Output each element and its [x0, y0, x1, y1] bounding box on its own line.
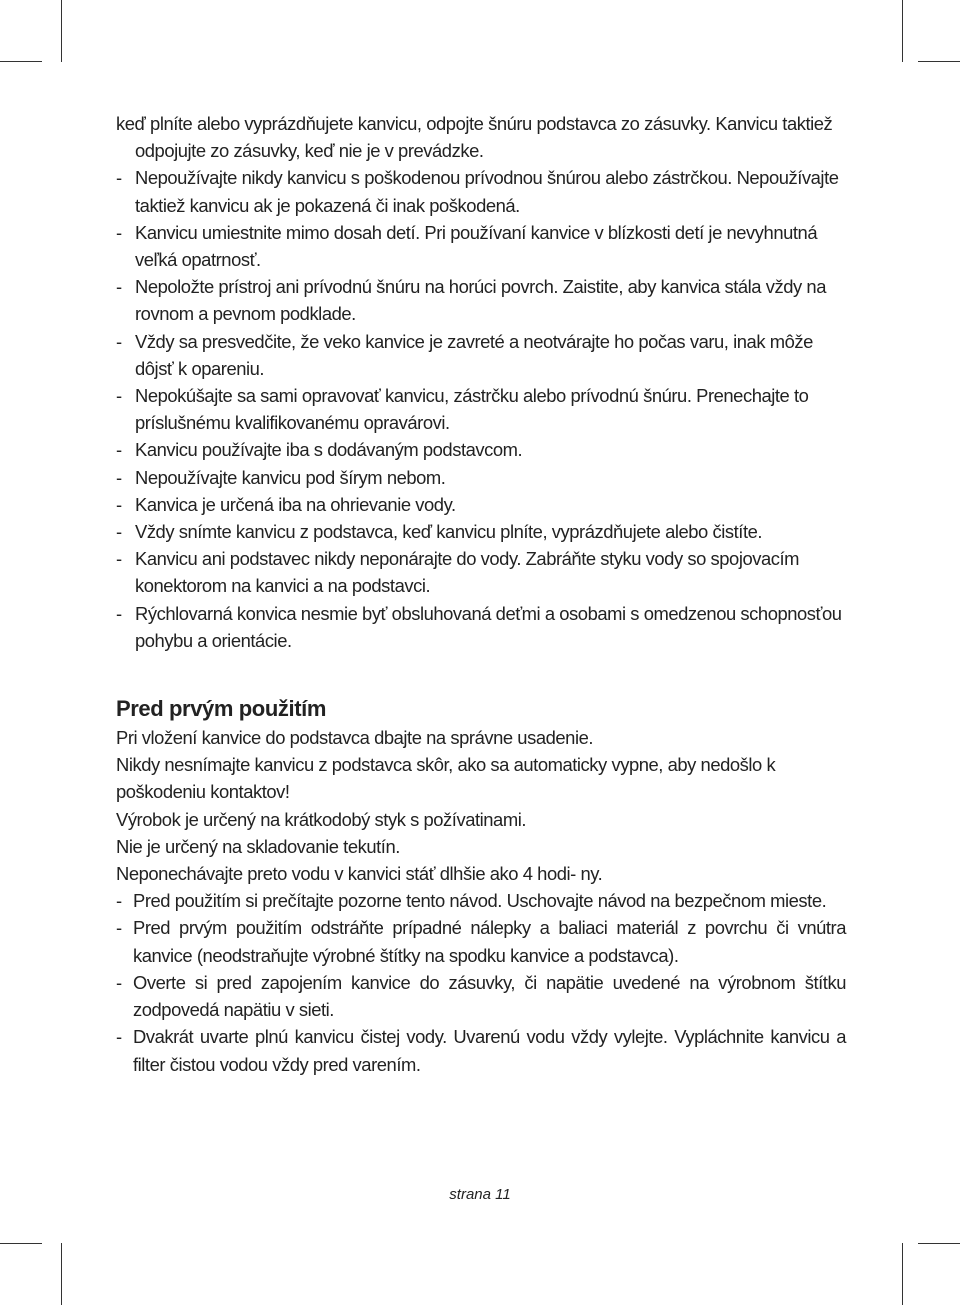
list-item: - Pred použitím si prečítajte pozorne tento návod. Uschovajte návod na bezpečnom mieste. — [116, 890, 827, 912]
list-item: - Dvakrát uvarte plnú kanvicu čistej vody. Uvarenú vodu vždy vylejte. Vypláchnite kanvicu a filter čistou vodou vždy pred varením. — [116, 1026, 846, 1075]
crop-mark-bottom-left-h — [0, 1243, 42, 1244]
crop-mark-bottom-right-h — [918, 1243, 960, 1244]
list-item: - Nepoužívajte kanvicu pod šírym nebom. — [116, 466, 446, 488]
section-paragraph: Nikdy nesnímajte kanvicu z podstavca skôr, ako sa automaticky vypne, aby nedošlo k poškodeniu kontaktov! — [116, 754, 776, 803]
list-item: - Overte si pred zapojením kanvice do zásuvky, či napätie uvedené na výrobnom štítku zodpovedá napätiu v sieti. — [116, 971, 846, 1021]
section-paragraph: Nie je určený na skladovanie tekutín. — [116, 835, 400, 857]
crop-mark-top-left-h — [0, 61, 42, 62]
crop-mark-bottom-right — [902, 1243, 903, 1305]
list-item: - Vždy snímte kanvicu z podstavca, keď kanvicu plníte, vyprázdňujete alebo čistíte. — [116, 521, 763, 543]
intro-paragraph — [116, 110, 846, 164]
safety-warnings-list — [116, 164, 846, 654]
intro-text: keď plníte alebo vyprázdňujete kanvicu, odpojte šnúru podstavca zo zásuvky. Kanvicu taktiež odpojujte zo zásuvky, keď nie je v prevádzke. — [116, 113, 833, 162]
crop-mark-top-right — [902, 0, 903, 62]
list-item: - Vždy sa presvedčite, že veko kanvice je zavreté a neotvárajte ho počas varu, inak môže dôjsť k opareniu. — [116, 330, 813, 379]
crop-mark-bottom-left — [61, 1243, 62, 1305]
list-item: - Pred prvým použitím odstráňte prípadné nálepky a baliaci materiál z povrchu či vnútra kanvice (neodstraňujte výrobné štítky na spodku kanvice a podstavca). — [116, 917, 846, 966]
list-item: - Nepoužívajte nikdy kanvicu s poškodenou prívodnou šnúrou alebo zástrčkou. Nepoužívajte taktiež kanvicu ak je pokazená či inak poškodená. — [116, 167, 839, 216]
list-item: - Kanvica je určená iba na ohrievanie vody. — [116, 493, 456, 515]
section-paragraph: Pri vložení kanvice do podstavca dbajte na správne usadenie. — [116, 727, 594, 749]
list-item: - Nepokúšajte sa sami opravovať kanvicu, zástrčku alebo prívodnú šnúru. Prenechajte to príslušnému kvalifikovanému opravárovi. — [116, 385, 809, 434]
crop-mark-top-right-h — [918, 61, 960, 62]
list-item: - Kanvicu umiestnite mimo dosah detí. Pri používaní kanvice v blízkosti detí je nevyhnutná veľká opatrnosť. — [116, 221, 818, 271]
list-item: - Rýchlovarná konvica nesmie byť obsluhovaná deťmi a osobami s omedzenou schopnosťou pohybu a orientácie. — [116, 602, 842, 651]
page-content — [116, 110, 846, 1078]
section-heading: Pred prvým použitím — [116, 696, 326, 722]
first-use-steps-list — [116, 887, 846, 1077]
list-item: - Nepoložte prístroj ani prívodnú šnúru na horúci povrch. Zaistite, aby kanvica stála vždy na rovnom a pevnom podklade. — [116, 276, 826, 325]
list-item: - Kanvicu ani podstavec nikdy neponárajte do vody. Zabráňte styku vody so spojovacím konektorom na kanvici a na podstavci. — [116, 548, 800, 597]
page-number: strana 11 — [449, 1186, 511, 1203]
section-paragraph: Výrobok je určený na krátkodobý styk s požívatinami. — [116, 808, 527, 830]
list-item: - Kanvicu používajte iba s dodávaným podstavcom. — [116, 439, 523, 461]
section-paragraph: Neponechávajte preto vodu v kanvici stáť dlhšie ako 4 hodi- ny. — [116, 863, 603, 885]
crop-mark-top-left — [61, 0, 62, 62]
